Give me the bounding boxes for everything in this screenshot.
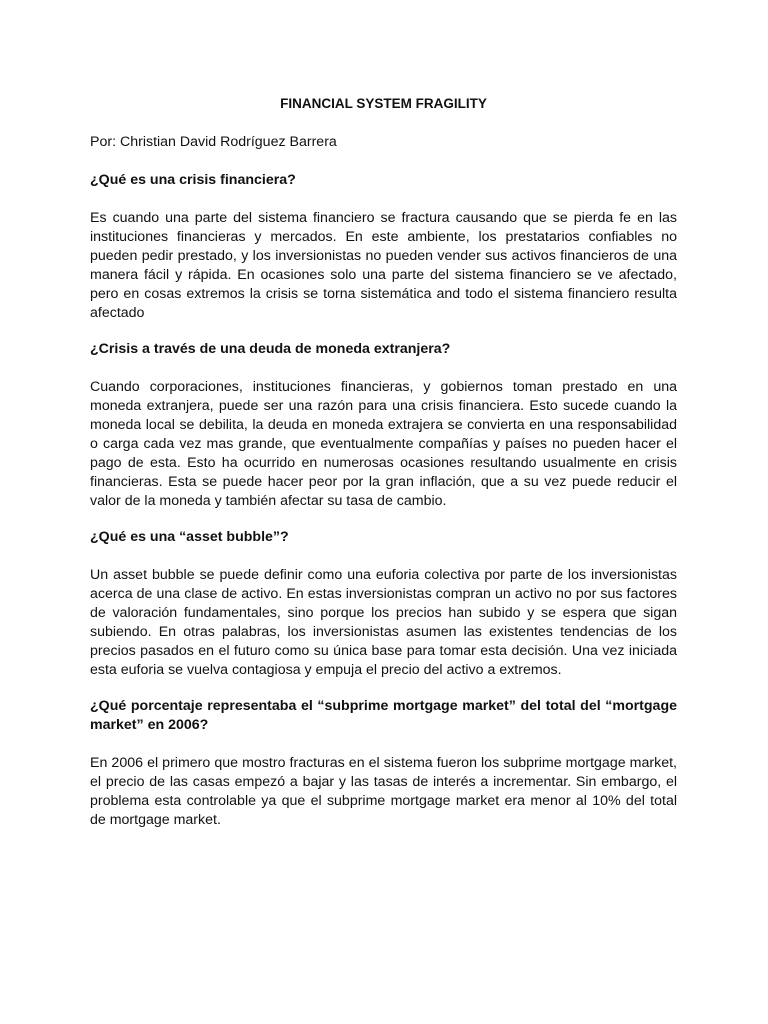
section-answer-2: Cuando corporaciones, instituciones financieras, y gobiernos toman prestado en una moneda extranjera, puede ser una razón para una crisis financiera. Esto sucede cuando la moneda local se debilita, la deuda en moneda extrajera se convierta en una responsabilidad o carga cada vez mas grande, que eventualmente compañías y países no pueden hacer el pago de esta. Esto ha ocurrido en numerosas ocasiones resultando usualmente en crisis financieras. Esta se puede hacer peor por la gran inflación, que a su vez puede reducir el valor de la moneda y también afectar su tasa de cambio. (90, 379, 677, 509)
section-question-3: ¿Qué es una “asset bubble”? (90, 529, 289, 545)
document-body (90, 94, 677, 847)
section-answer-3: Un asset bubble se puede definir como una euforia colectiva por parte de los inversionistas acerca de una clase de activo. En estas inversionistas compran un activo no por sus factores de valoración fundamentales, sino porque los precios han subido y se espera que sigan subiendo. En otras palabras, los inversionistas asumen las existentes tendencias de los precios pasados en el futuro como su única base para tomar esta decisión. Una vez iniciada esta euforia se vuelva contagiosa y empuja el precio del activo a extremos. (90, 567, 677, 678)
section-question-2: ¿Crisis a través de una deuda de moneda extranjera? (90, 341, 451, 357)
section-question-4: ¿Qué porcentaje representaba el “subprime mortgage market” del total del “mortgage market” en 2006? (90, 698, 677, 733)
section-answer-4: En 2006 el primero que mostro fracturas en el sistema fueron los subprime mortgage market, el precio de las casas empezó a bajar y las tasas de interés a incrementar. Sin embargo, el problema esta controlable ya que el subprime mortgage market era menor al 10% del total de mortgage market. (90, 755, 677, 828)
document-title: FINANCIAL SYSTEM FRAGILITY (280, 96, 487, 111)
section-question-1: ¿Qué es una crisis financiera? (90, 172, 296, 188)
author-line: Por: Christian David Rodríguez Barrera (90, 134, 337, 150)
section-answer-1: Es cuando una parte del sistema financiero se fractura causando que se pierda fe en las instituciones financieras y mercados. En este ambiente, los prestatarios confiables no pueden pedir prestado, y los inversionistas no pueden vender sus activos financieros de una manera fácil y rápida. En ocasiones solo una parte del sistema financiero se ve afectado, pero en cosas extremos la crisis se torna sistemática and todo el sistema financiero resulta afectado (90, 210, 677, 321)
